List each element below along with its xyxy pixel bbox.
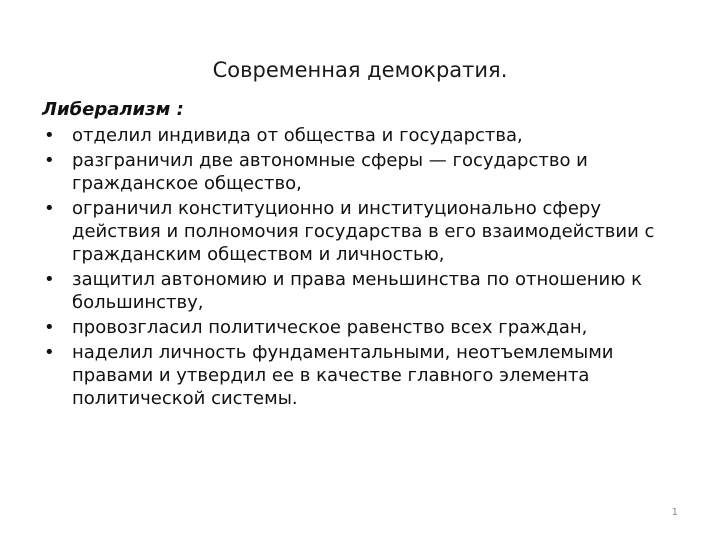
slide-content — [42, 98, 682, 412]
bullet-dot-icon: • — [44, 342, 55, 363]
page-number: 1 — [671, 507, 678, 518]
bullet-dot-icon: • — [44, 125, 55, 146]
bullet-text: провозгласил политическое равенство всех граждан, — [72, 317, 588, 338]
bullet-item — [42, 197, 682, 266]
bullet-text: отделил индивида от общества и государства, — [72, 125, 523, 146]
bullet-text: защитил автономию и права меньшинства по отношению к большинству, — [72, 269, 642, 313]
bullet-item — [42, 149, 682, 195]
bullet-list — [42, 124, 682, 410]
bullet-text: разграничил две автономные сферы — государство и гражданское общество, — [72, 150, 588, 194]
bullet-text: наделил личность фундаментальными, неотъемлемыми правами и утвердил ее в качестве главного элемента политической системы. — [72, 342, 614, 409]
bullet-item — [42, 124, 682, 147]
bullet-dot-icon: • — [44, 269, 55, 290]
bullet-item — [42, 268, 682, 314]
bullet-item — [42, 341, 682, 410]
bullet-dot-icon: • — [44, 150, 55, 171]
section-heading: Либерализм : — [42, 99, 184, 120]
bullet-item — [42, 316, 682, 339]
bullet-text: ограничил конституционно и институционально сферу действия и полномочия государства в его взаимодействии с гражданским обществом и личностью, — [72, 198, 655, 265]
bullet-dot-icon: • — [44, 198, 55, 219]
bullet-dot-icon: • — [44, 317, 55, 338]
slide-title: Современная демократия. — [212, 58, 508, 82]
